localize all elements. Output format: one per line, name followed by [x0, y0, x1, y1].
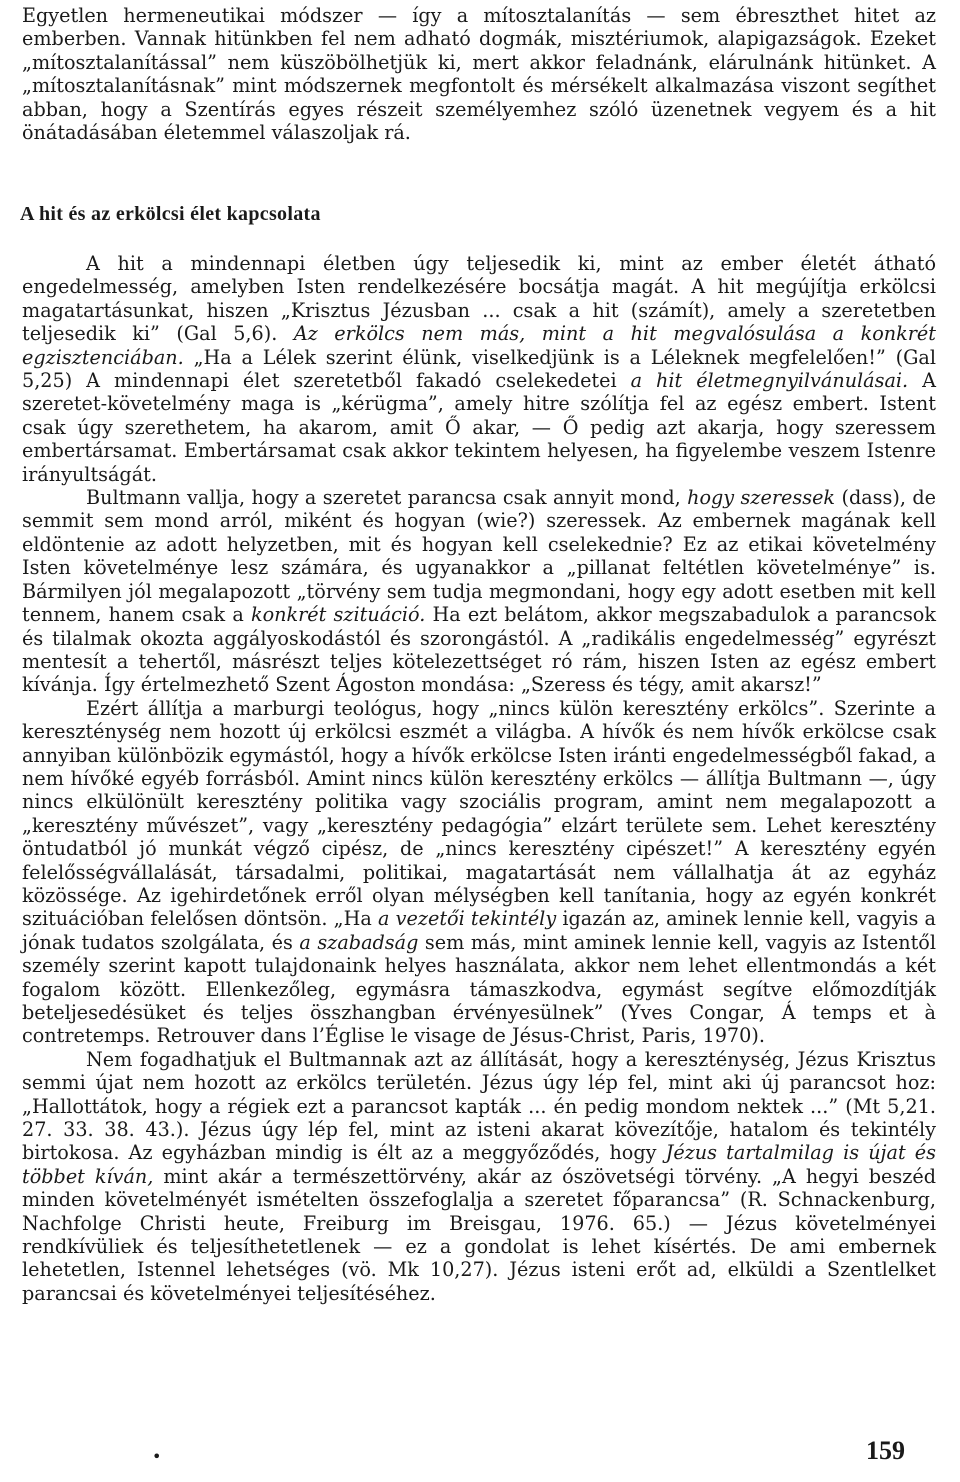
- text-run: A hit a mindennapi életben úgy teljesedik ki, mint az ember életét átható engedelmesség, amelyben Isten rendelkezésére bocsátja magát. A hit megújítja erkölcsi magatartásunkat, hiszen „Krisztus Jézusban ... csak a hit (számít), amely a szeretetben teljesedik ki” (Gal 5,6).: [22, 252, 936, 346]
- body-text-block: [22, 252, 936, 1305]
- text-run: Bultmann vallja, hogy a szeretet parancsa csak annyit mond,: [86, 486, 688, 510]
- text-run: igazán az, aminek lennie kell, vagyis a jónak tudatos szolgálata, és: [22, 907, 936, 954]
- text-run: Ezért állítja a marburgi teológus, hogy „nincs külön keresztény erkölcs”. Szerinte a kereszténység nem hozott új erkölcsi eszmét a világba. A hívők és nem hívők erkölcse csak annyiban különbözik egymástól, hogy a hívők erkölcse Isten iránti engedelmességből fakad, a nem hívőké egyéb forrásból. Amint nincs külön keresztény erkölcs — állítja Bultmann —, úgy nincs elkülönült keresztény politika vagy szociális program, amint nem megalapozott a „keresztény művészet”, vagy „keresztény pedagógia” elzárt területe sem. Lehet keresztény öntudatból jó munkát végző cipész, de „nincs keresztény cipészet!” A keresztény egyén felelősségvállalását, társadalmi, politikai, magatartását nem vállalhatja át az egyház közössége. Az igehirdetőnek erről olyan mélységben kell tanítania, hogy az egyén konkrét szituációban felelősen döntsön. „Ha: [22, 696, 936, 931]
- body-paragraph-2: [22, 486, 936, 697]
- italic-text-run: konkrét szituáció.: [250, 603, 426, 627]
- italic-text-run: a hit életmegnyilvánulásai.: [630, 369, 909, 393]
- italic-text-run: hogy szeressek: [687, 486, 836, 510]
- italic-text-run: a szabadság: [299, 930, 419, 954]
- text-run: (dass), de semmit sem mond arról, miként és hogyan (wie?) szeressek. Az embernek magának kell eldöntenie az adott helyzetben, mit és hogyan kell cselekednie? Ez az etikai követelmény Isten követelménye lesz számára, és ugyanakkor a „pillanat feltétlen követelménye” is. Bármilyen jól megalapozott „törvény sem tudja megmondani, hogy egy adott esetben mit kell tennem, hanem csak a: [22, 486, 936, 627]
- italic-text-run: a vezetői tekintély: [378, 907, 557, 931]
- text-run: Nem fogadhatjuk el Bultmannak azt az állítását, hogy a kereszténység, Jézus Krisztus semmi újat nem hozott az erkölcs területén. Jézus úgy lép fel, mint aki új parancsot hoz: „Hallottátok, hogy a régiek ezt a parancsot kapták ... én pedig mondom nektek ...” (Mt 5,21. 27. 33. 38. 43.). Jézus úgy lép fel, mint az isteni akarat kövezítője, hatalom és tekintély birtokosa. Az egyházban mindig is élt az a meggyőződés, hogy: [22, 1047, 936, 1165]
- italic-text-run: Jézus tartalmilag is újat és többet kíván,: [22, 1141, 936, 1188]
- body-paragraph-1: [22, 252, 936, 486]
- text-run: „Ha a Lélek szerint élünk, viselkedjünk is a Léleknek megfelelően!” (Gal 5,25) A mindennapi élet szeretetből fakadó cselekedetei: [22, 345, 936, 393]
- text-run: sem más, mint aminek lennie kell, vagyis az Istentől személy szerint kapott tulajdonaink helyes használata, akkor nem lehet ellentmondás a két fogalom között. Ellenkezőleg, egymásra támaszkodva, egymást segítve előmozdítják beteljesedésüket és teljes összhangban érvényesülnek” (Yves Congar, Á temps et à contretemps. Retrouver dans l’Église le visage de Jésus-Christ, Paris, 1970).: [22, 930, 936, 1048]
- body-paragraph-3: [22, 697, 936, 1048]
- intro-text-block: [22, 4, 936, 144]
- section-heading: A hit és az erkölcsi élet kapcsolata: [20, 203, 321, 225]
- body-paragraph-4: [22, 1048, 936, 1305]
- text-run: A szeretet-követelmény maga is „kérügma”, amely hitre szólítja fel az egész embert. Istent csak úgy szerethetem, ha akarom, amit Ő akar, — Ő pedig azt akarja, hogy szeressem embertársamat. Embertársamat csak akkor tekintem helyesen, ha figyelembe veszem Istenre irányultságát.: [22, 369, 936, 486]
- footer-mark: •: [152, 1447, 162, 1466]
- intro-paragraph: Egyetlen hermeneutikai módszer — így a mítosztalanítás — sem ébreszthet hitet az emberben. Vannak hitünkben fel nem adható dogmák, misztériumok, alapigazságok. Ezeket „mítosztalanítással” nem küszöbölhetjük ki, mert akkor feladnánk, elárulnánk hitünket. A „mítosztalanításnak” mint módszernek megfontolt és mérsékelt alkalmazása viszont segíthet abban, hogy a Szentírás egyes részeit személyemhez szóló üzenetnek vegyem és a hit önátadásában életemmel válaszoljak rá.: [22, 4, 936, 145]
- italic-text-run: Az erkölcs nem más, mint a hit megvalósulása a konkrét egzisztenciában.: [22, 322, 936, 369]
- page-number: 159: [866, 1436, 905, 1465]
- text-run: mint akár a természettörvény, akár az ószövetségi törvény. „A hegyi beszéd minden követelményét ismételten összefoglalja a szeretet főparancsa” (R. Schnackenburg, Nachfolge Christi heute, Freiburg im Breisgau, 1976. 65.) — Jézus követelményei rendkívüliek és teljesíthetetlenek — ez a gondolat is lehet kísértés. De ami embernek lehetetlen, Istennel lehetséges (vö. Mk 10,27). Jézus isteni erőt ad, elküldi a Szentlelket parancsai és követelményei teljesítéséhez.: [22, 1164, 936, 1305]
- text-run: Ha ezt belátom, akkor megszabadulok a parancsok és tilalmak okozta aggályoskodástól és szorongástól. A „radikális engedelmesség” egyrészt mentesít a tehertől, másrészt teljes kötelezettséget ró rám, hiszen Isten az egész embert kívánja. Így értelmezhető Szent Ágoston mondása: „Szeress és tégy, amit akarsz!”: [22, 603, 936, 697]
